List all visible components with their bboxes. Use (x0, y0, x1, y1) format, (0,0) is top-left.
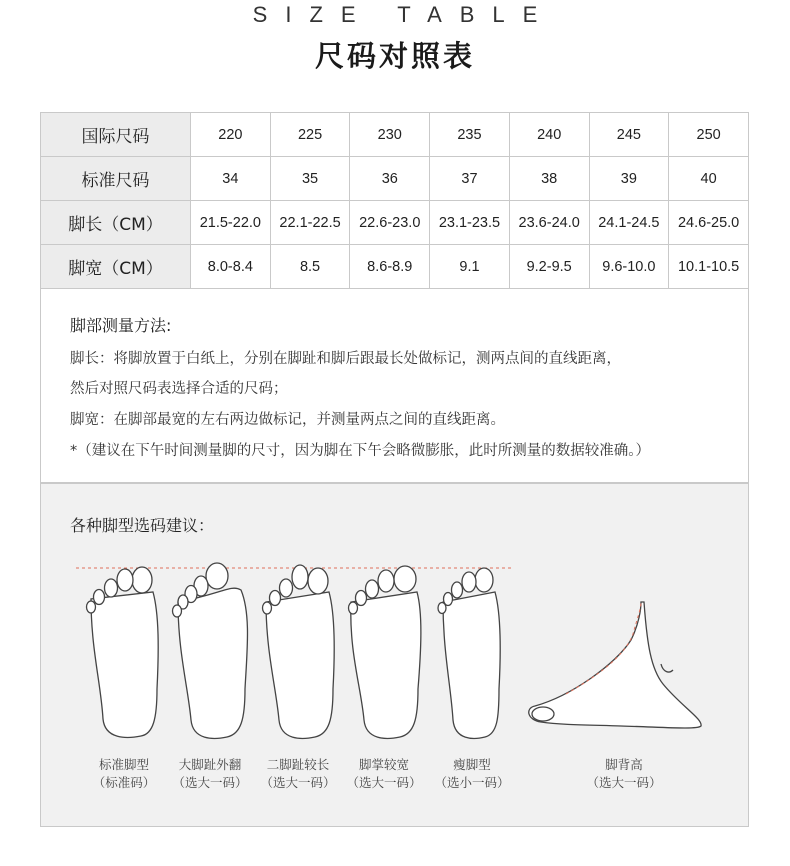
table-cell: 230 (350, 113, 430, 157)
table-cell: 35 (270, 157, 350, 201)
foot-type-name: 标准脚型 (98, 757, 149, 772)
table-cell: 10.1-10.5 (669, 245, 749, 289)
table-cell: 37 (430, 157, 510, 201)
title-chinese: 尺码对照表 (314, 39, 475, 73)
wide-forefoot-icon (349, 566, 421, 738)
table-cell: 24.1-24.5 (589, 201, 669, 245)
table-row-foot-length (41, 201, 749, 245)
table-cell: 9.6-10.0 (589, 245, 669, 289)
table-cell: 22.1-22.5 (270, 201, 350, 245)
foot-type-name: 脚掌较宽 (358, 757, 409, 772)
table-cell: 9.2-9.5 (509, 245, 589, 289)
foot-types-heading: 各种脚型选码建议： (70, 516, 215, 535)
foot-type-name: 瘦脚型 (453, 757, 491, 772)
row-label: 标准尺码 (41, 157, 191, 201)
foot-type-advice: （选大一码） (172, 775, 248, 790)
row-label: 脚长（CM） (41, 201, 191, 245)
long-second-toe-foot-icon (263, 565, 335, 738)
foot-type-name: 二脚趾较长 (266, 757, 330, 772)
table-cell: 22.6-23.0 (350, 201, 430, 245)
table-cell: 9.1 (430, 245, 510, 289)
table-cell: 23.6-24.0 (509, 201, 589, 245)
table-cell: 38 (509, 157, 589, 201)
method-line: 脚长：将脚放置于白纸上，分别在脚趾和脚后跟最长处做标记，测两点间的直线距离， (70, 351, 621, 367)
foot-types-panel (40, 483, 749, 827)
method-line: 脚宽：在脚部最宽的左右两边做标记，并测量两点之间的直线距离。 (70, 412, 505, 428)
measurement-method-panel (40, 289, 749, 483)
foot-type-label-slim (417, 756, 527, 792)
table-cell: 40 (669, 157, 749, 201)
foot-type-name: 大脚趾外翻 (178, 757, 242, 772)
row-label: 脚宽（CM） (41, 245, 191, 289)
foot-type-advice: （选小一码） (434, 775, 510, 790)
table-cell: 245 (589, 113, 669, 157)
table-cell: 36 (350, 157, 430, 201)
foot-type-advice: （标准码） (92, 775, 156, 790)
table-cell: 21.5-22.0 (191, 201, 271, 245)
foot-type-advice: （选大一码） (346, 775, 422, 790)
foot-type-advice: （选大一码） (260, 775, 336, 790)
size-table (40, 112, 749, 289)
foot-type-advice: （选大一码） (586, 775, 662, 790)
foot-type-name: 脚背高 (605, 757, 643, 772)
table-cell: 23.1-23.5 (430, 201, 510, 245)
table-cell: 225 (270, 113, 350, 157)
bunion-foot-icon (173, 563, 248, 738)
table-cell: 250 (669, 113, 749, 157)
title-english: SIZE TABLE (252, 2, 556, 27)
method-line: *（建议在下午时间测量脚的尺寸，因为脚在下午会略微膨胀，此时所测量的数据较准确。） (70, 443, 650, 459)
method-line: 然后对照尺码表选择合适的尺码； (70, 381, 288, 397)
table-cell: 39 (589, 157, 669, 201)
slim-foot-icon (438, 568, 500, 738)
table-cell: 240 (509, 113, 589, 157)
table-cell: 34 (191, 157, 271, 201)
foot-type-label-high-instep (569, 756, 679, 792)
table-cell: 8.5 (270, 245, 350, 289)
table-row-foot-width (41, 245, 749, 289)
table-cell: 24.6-25.0 (669, 201, 749, 245)
standard-foot-icon (87, 567, 159, 737)
high-instep-foot-icon (529, 602, 701, 728)
table-cell: 8.0-8.4 (191, 245, 271, 289)
method-heading: 脚部测量方法: (70, 316, 172, 335)
table-cell: 235 (430, 113, 510, 157)
table-row-international (41, 113, 749, 157)
table-row-standard (41, 157, 749, 201)
table-cell: 220 (191, 113, 271, 157)
row-label: 国际尺码 (41, 113, 191, 157)
table-cell: 8.6-8.9 (350, 245, 430, 289)
